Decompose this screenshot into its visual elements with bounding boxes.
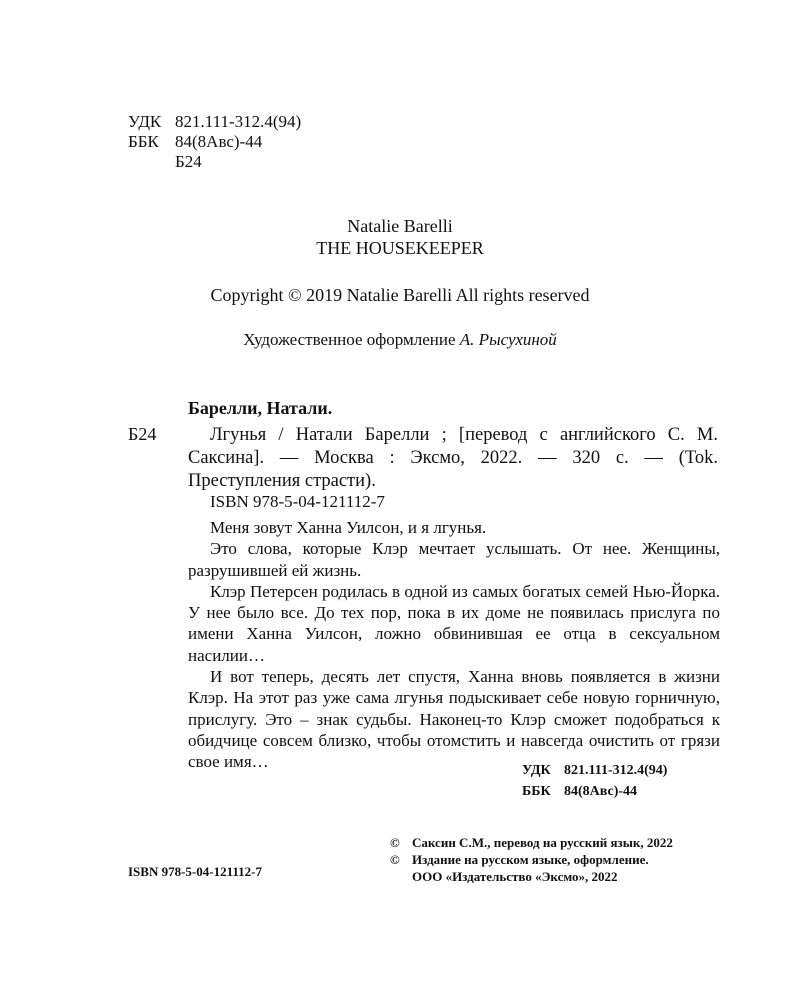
udk-value-bottom: 821.111-312.4(94) (564, 763, 668, 778)
copyright-edition-text: Издание на русском языке, оформление. (412, 852, 649, 867)
bib-description-text: Лгунья / Натали Барелли ; [перевод с английского С. М. Саксина]. — Москва : Эксмо, 2022. — 320 с. — (Tok. Преступления страсти). (188, 425, 718, 491)
bib-description (188, 424, 718, 493)
annotation-paragraph: Клэр Петерсен родилась в одной из самых богатых семей Нью-Йорка. У нее было все. До тех пор, пока в их доме не появилась прислуга по имени Ханна Уилсон, ложно обвинившая ее отца в сексуальном насилии… (188, 581, 720, 665)
annotation-paragraph: Меня зовут Ханна Уилсон, и я лгунья. (210, 518, 487, 537)
bib-author-heading: Барелли, Натали. (188, 398, 333, 418)
bbk-label: ББК (128, 132, 159, 151)
udk-label: УДК (128, 112, 162, 131)
annotation (188, 517, 720, 773)
author-mark: Б24 (175, 152, 202, 171)
design-credit-prefix: Художественное оформление (243, 330, 460, 349)
bbk-label-bottom: ББК (522, 784, 551, 799)
copyright-publisher: ООО «Издательство «Эксмо», 2022 (412, 869, 618, 884)
bib-code: Б24 (128, 424, 157, 444)
classification-block-top (128, 112, 301, 172)
bbk-row (128, 132, 301, 152)
original-title: THE HOUSEKEEPER (316, 238, 484, 258)
udk-row (128, 112, 301, 132)
isbn-bottom: ISBN 978-5-04-121112-7 (128, 864, 262, 879)
design-credit (0, 330, 800, 350)
bbk-value: 84(8Авс)-44 (175, 132, 263, 151)
bib-isbn: ISBN 978-5-04-121112-7 (210, 492, 385, 511)
copyright-symbol: © (390, 852, 400, 867)
classification-block-bottom (522, 760, 667, 802)
udk-label-bottom: УДК (522, 763, 551, 778)
copyright-symbol: © (390, 835, 400, 850)
copyright-line-edition (390, 851, 673, 868)
bbk-value-bottom: 84(8Авс)-44 (564, 784, 638, 799)
bbk-row-bottom (522, 781, 667, 802)
udk-row-bottom (522, 760, 667, 781)
design-credit-name: А. Рысухиной (459, 330, 557, 349)
annotation-paragraph: Это слова, которые Клэр мечтает услышать. От нее. Женщины, разрушившей ей жизнь. (188, 539, 720, 580)
original-author: Natalie Barelli (347, 216, 453, 236)
copyright-translation-text: Саксин С.М., перевод на русский язык, 2022 (412, 835, 673, 850)
udk-value: 821.111-312.4(94) (175, 112, 302, 131)
annotation-paragraph: И вот теперь, десять лет спустя, Ханна вновь появляется в жизни Клэр. На этот раз уже сама лгунья подыскивает себе новую горничную, прислугу. Это – знак судьбы. Наконец-то Клэр сможет подобраться к обидчице совсем близко, чтобы отомстить и навсегда очистить от грязи свое имя… (188, 667, 720, 772)
copyright-line-translation (390, 834, 673, 851)
copyright-block (390, 834, 673, 885)
copyright-notice: Copyright © 2019 Natalie Barelli All rights reserved (210, 285, 590, 305)
